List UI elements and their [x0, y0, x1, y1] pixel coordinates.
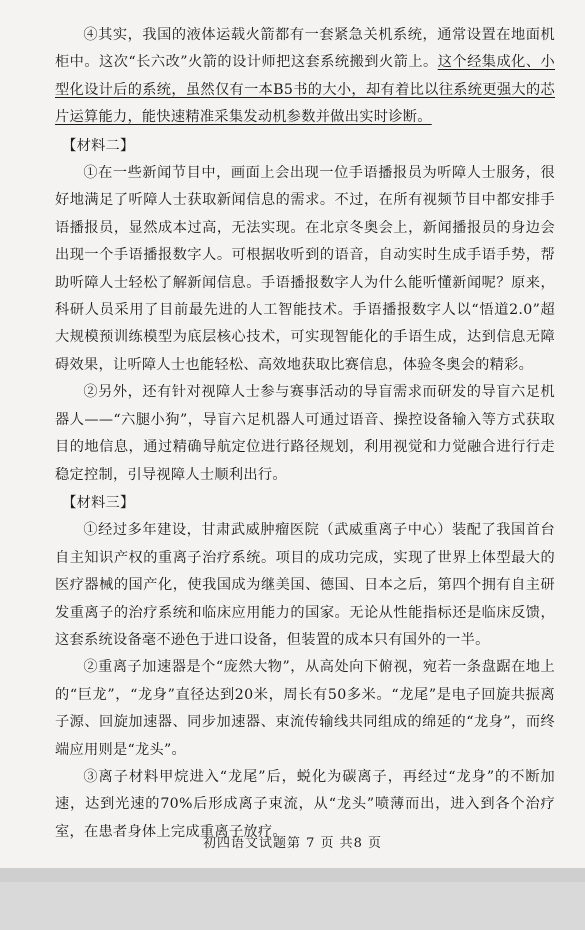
page-content — [55, 22, 555, 846]
page-footer: 初四语文试题第 7 页 共8 页 — [202, 836, 383, 851]
paragraph-text: ④其实，我国的液体运载火箭都有一套紧急关机系统，通常设置在地面机柜中。这次“长六改”火箭的设计师把这套系统搬到火箭上。 — [55, 27, 555, 71]
material2-paragraph-2: ②另外，还有针对视障人士参与赛事活动的导盲需求而研发的导盲六足机器人——“六腿小狗”，导盲六足机器人可通过语音、操控设备输入等方式获取目的地信息，通过精确导航定位进行路径规划，利用视觉和力觉融合进行行走稳定控制，引导视障人士顺利出行。 — [55, 384, 555, 483]
bottom-margin-band — [0, 868, 585, 882]
material1-paragraph-4 — [55, 22, 555, 132]
material3-heading: 【材料三】 — [62, 494, 135, 511]
material2-heading: 【材料二】 — [62, 137, 135, 154]
material3-paragraph-1: ①经过多年建设，甘肃武威肿瘤医院（武威重离子中心）装配了我国首台自主知识产权的重离子治疗系统。项目的成功完成，实现了世界上体型最大的医疗器械的国产化，使我国成为继美国、德国、日本之后，第四个拥有自主研发重离子的治疗系统和临床应用能力的国家。无论从性能指标还是临床反馈，这套系统设备毫不逊色于进口设备，但装置的成本只有国外的一半。 — [55, 522, 555, 648]
material3-paragraph-3: ③离子材料甲烷进入“龙尾”后，蜕化为碳离子，再经过“龙身”的不断加速，达到光速的70%后形成离子束流，从“龙头”喷薄而出，进入到各个治疗室，在患者身体上完成重离子放疗。 — [55, 768, 555, 840]
material3-paragraph-2: ②重离子加速器是个“庞然大物”，从高处向下俯视，宛若一条盘踞在地上的“巨龙”，“龙身”直径达到20米，周长有50多米。“龙尾”是电子回旋共振离子源、回旋加速器、同步加速器、束流传输线共同组成的绵延的“龙身”，而终端应用则是“龙头”。 — [55, 659, 555, 758]
material2-paragraph-1: ①在一些新闻节目中，画面上会出现一位手语播报员为听障人士服务，很好地满足了听障人士获取新闻信息的需求。不过，在所有视频节目中都安排手语播报员，显然成本过高，无法实现。在北京冬奥会上，新闻播报员的身边会出现一个手语播报数字人。可根据收听到的语音，自动实时生成手语手势，帮助听障人士轻松了解新闻信息。手语播报数字人为什么能听懂新闻呢？原来，科研人员采用了目前最先进的人工智能技术。手语播报数字人以“悟道2.0”超大规模预训练模型为底层核心技术，可实现智能化的手语生成，达到信息无障碍效果，让听障人士也能轻松、高效地获取比赛信息，体验冬奥会的精彩。 — [55, 165, 555, 373]
underlined-sentence: 这个经集成化、小型化设计后的系统，虽然仅有一本B5书的大小，却有着比以往系统更强大的芯片运算能力，能快速精准采集发动机参数并做出实时诊断。 — [55, 54, 556, 126]
